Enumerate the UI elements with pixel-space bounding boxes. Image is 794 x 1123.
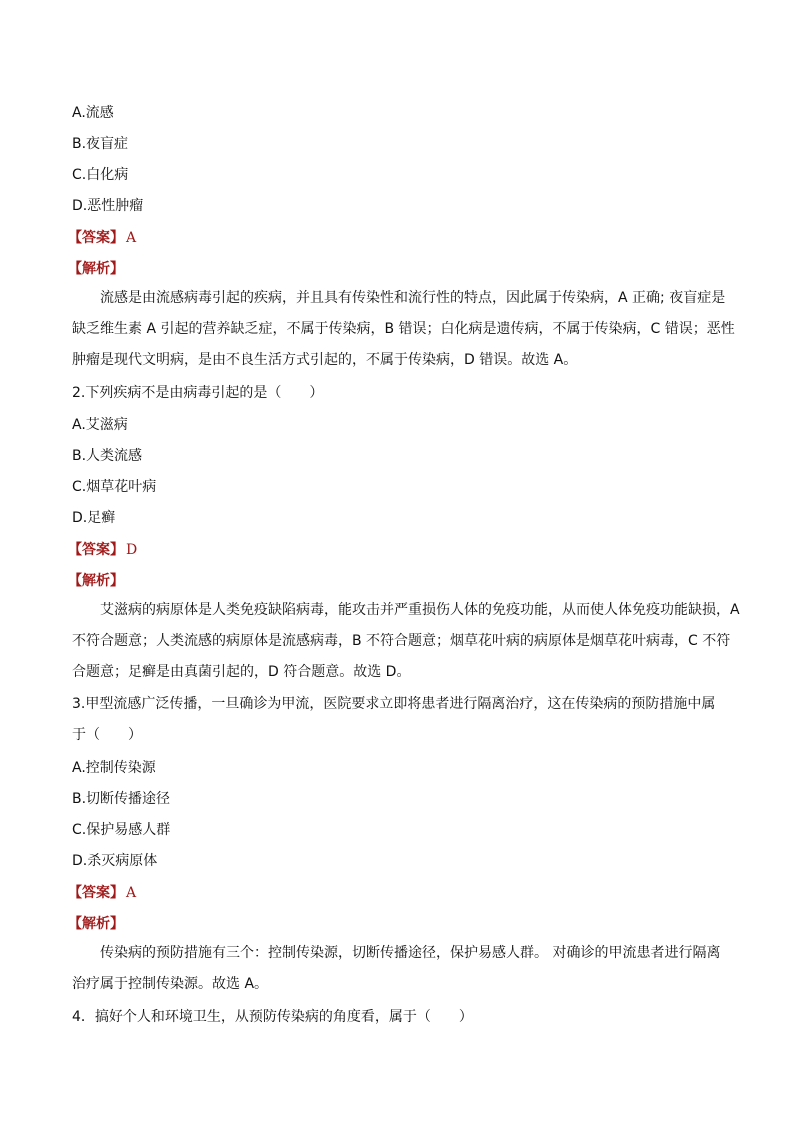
q2-answer xyxy=(68,541,137,559)
q1-option-a: A.流感 xyxy=(72,105,114,121)
q4-stem-line-1: 4．搞好个人和环境卫生，从预防传染病的角度看，属于（ ） xyxy=(72,1009,473,1025)
q2-option-d: D.足癣 xyxy=(72,510,116,526)
q2-analysis-line-3: 合题意；足癣是由真菌引起的，D 符合题意。故选 D。 xyxy=(72,664,411,680)
q2-analysis-text xyxy=(72,595,740,688)
q1-analysis-text xyxy=(72,283,735,376)
q1-answer-label: 【答案】 xyxy=(68,230,124,246)
q1-answer-value: A xyxy=(126,230,137,246)
q3-stem xyxy=(72,689,715,751)
q3-stem-line-1: 3.甲型流感广泛传播，一旦确诊为甲流，医院要求立即将患者进行隔离治疗，这在传染病的预防措施中属 xyxy=(72,696,716,712)
q2-option-a: A.艾滋病 xyxy=(72,417,128,433)
q3-stem-line-2: 于（ ） xyxy=(72,727,142,743)
q2-stem-line-1: 2.下列疾病不是由病毒引起的是（ ） xyxy=(72,385,324,401)
q1-answer xyxy=(68,229,136,247)
q2-analysis-label: 【解析】 xyxy=(68,573,124,589)
q1-analysis-label: 【解析】 xyxy=(68,261,124,277)
q1-option-b: B.夜盲症 xyxy=(72,136,129,152)
q2-option-c: C.烟草花叶病 xyxy=(72,479,157,495)
q3-option-b: B.切断传播途径 xyxy=(72,791,171,807)
q2-stem xyxy=(72,378,323,409)
q1-option-c: C.白化病 xyxy=(72,167,129,183)
q1-analysis-line-1: 流感是由流感病毒引起的疾病，并且具有传染性和流行性的特点，因此属于传染病，A 正确; 夜盲症是 xyxy=(100,290,726,306)
q3-answer xyxy=(68,884,136,902)
q3-answer-value: A xyxy=(126,885,137,901)
q3-option-c: C.保护易感人群 xyxy=(72,822,171,838)
q2-analysis-line-1: 艾滋病的病原体是人类免疫缺陷病毒，能攻击并严重损伤人体的免疫功能，从而使人体免疫功能缺损，A xyxy=(100,602,740,618)
q3-option-a: A.控制传染源 xyxy=(72,760,156,776)
q3-analysis-label: 【解析】 xyxy=(68,916,124,932)
q3-analysis-line-1: 传染病的预防措施有三个：控制传染源，切断传播途径，保护易感人群。 对确诊的甲流患者进行隔离 xyxy=(100,945,721,961)
q1-analysis-line-2: 缺乏维生素 A 引起的营养缺乏症，不属于传染病，B 错误；白化病是遗传病，不属于传染病，C 错误；恶性 xyxy=(72,321,735,337)
q2-option-b: B.人类流感 xyxy=(72,448,143,464)
q2-analysis-line-2: 不符合题意；人类流感的病原体是流感病毒，B 不符合题意；烟草花叶病的病原体是烟草花叶病毒，C 不符 xyxy=(72,633,731,649)
q2-answer-value: D xyxy=(126,542,138,558)
q4-stem xyxy=(72,1002,473,1033)
q1-analysis-line-3: 肿瘤是现代文明病，是由不良生活方式引起的，不属于传染病，D 错误。故选 A。 xyxy=(72,352,578,368)
q3-option-d: D.杀灭病原体 xyxy=(72,853,158,869)
q3-analysis-text xyxy=(72,938,728,1000)
q2-answer-label: 【答案】 xyxy=(68,542,124,558)
q3-answer-label: 【答案】 xyxy=(68,885,124,901)
q1-option-d: D.恶性肿瘤 xyxy=(72,198,144,214)
q3-analysis-line-2: 治疗属于控制传染源。故选 A。 xyxy=(72,976,269,992)
